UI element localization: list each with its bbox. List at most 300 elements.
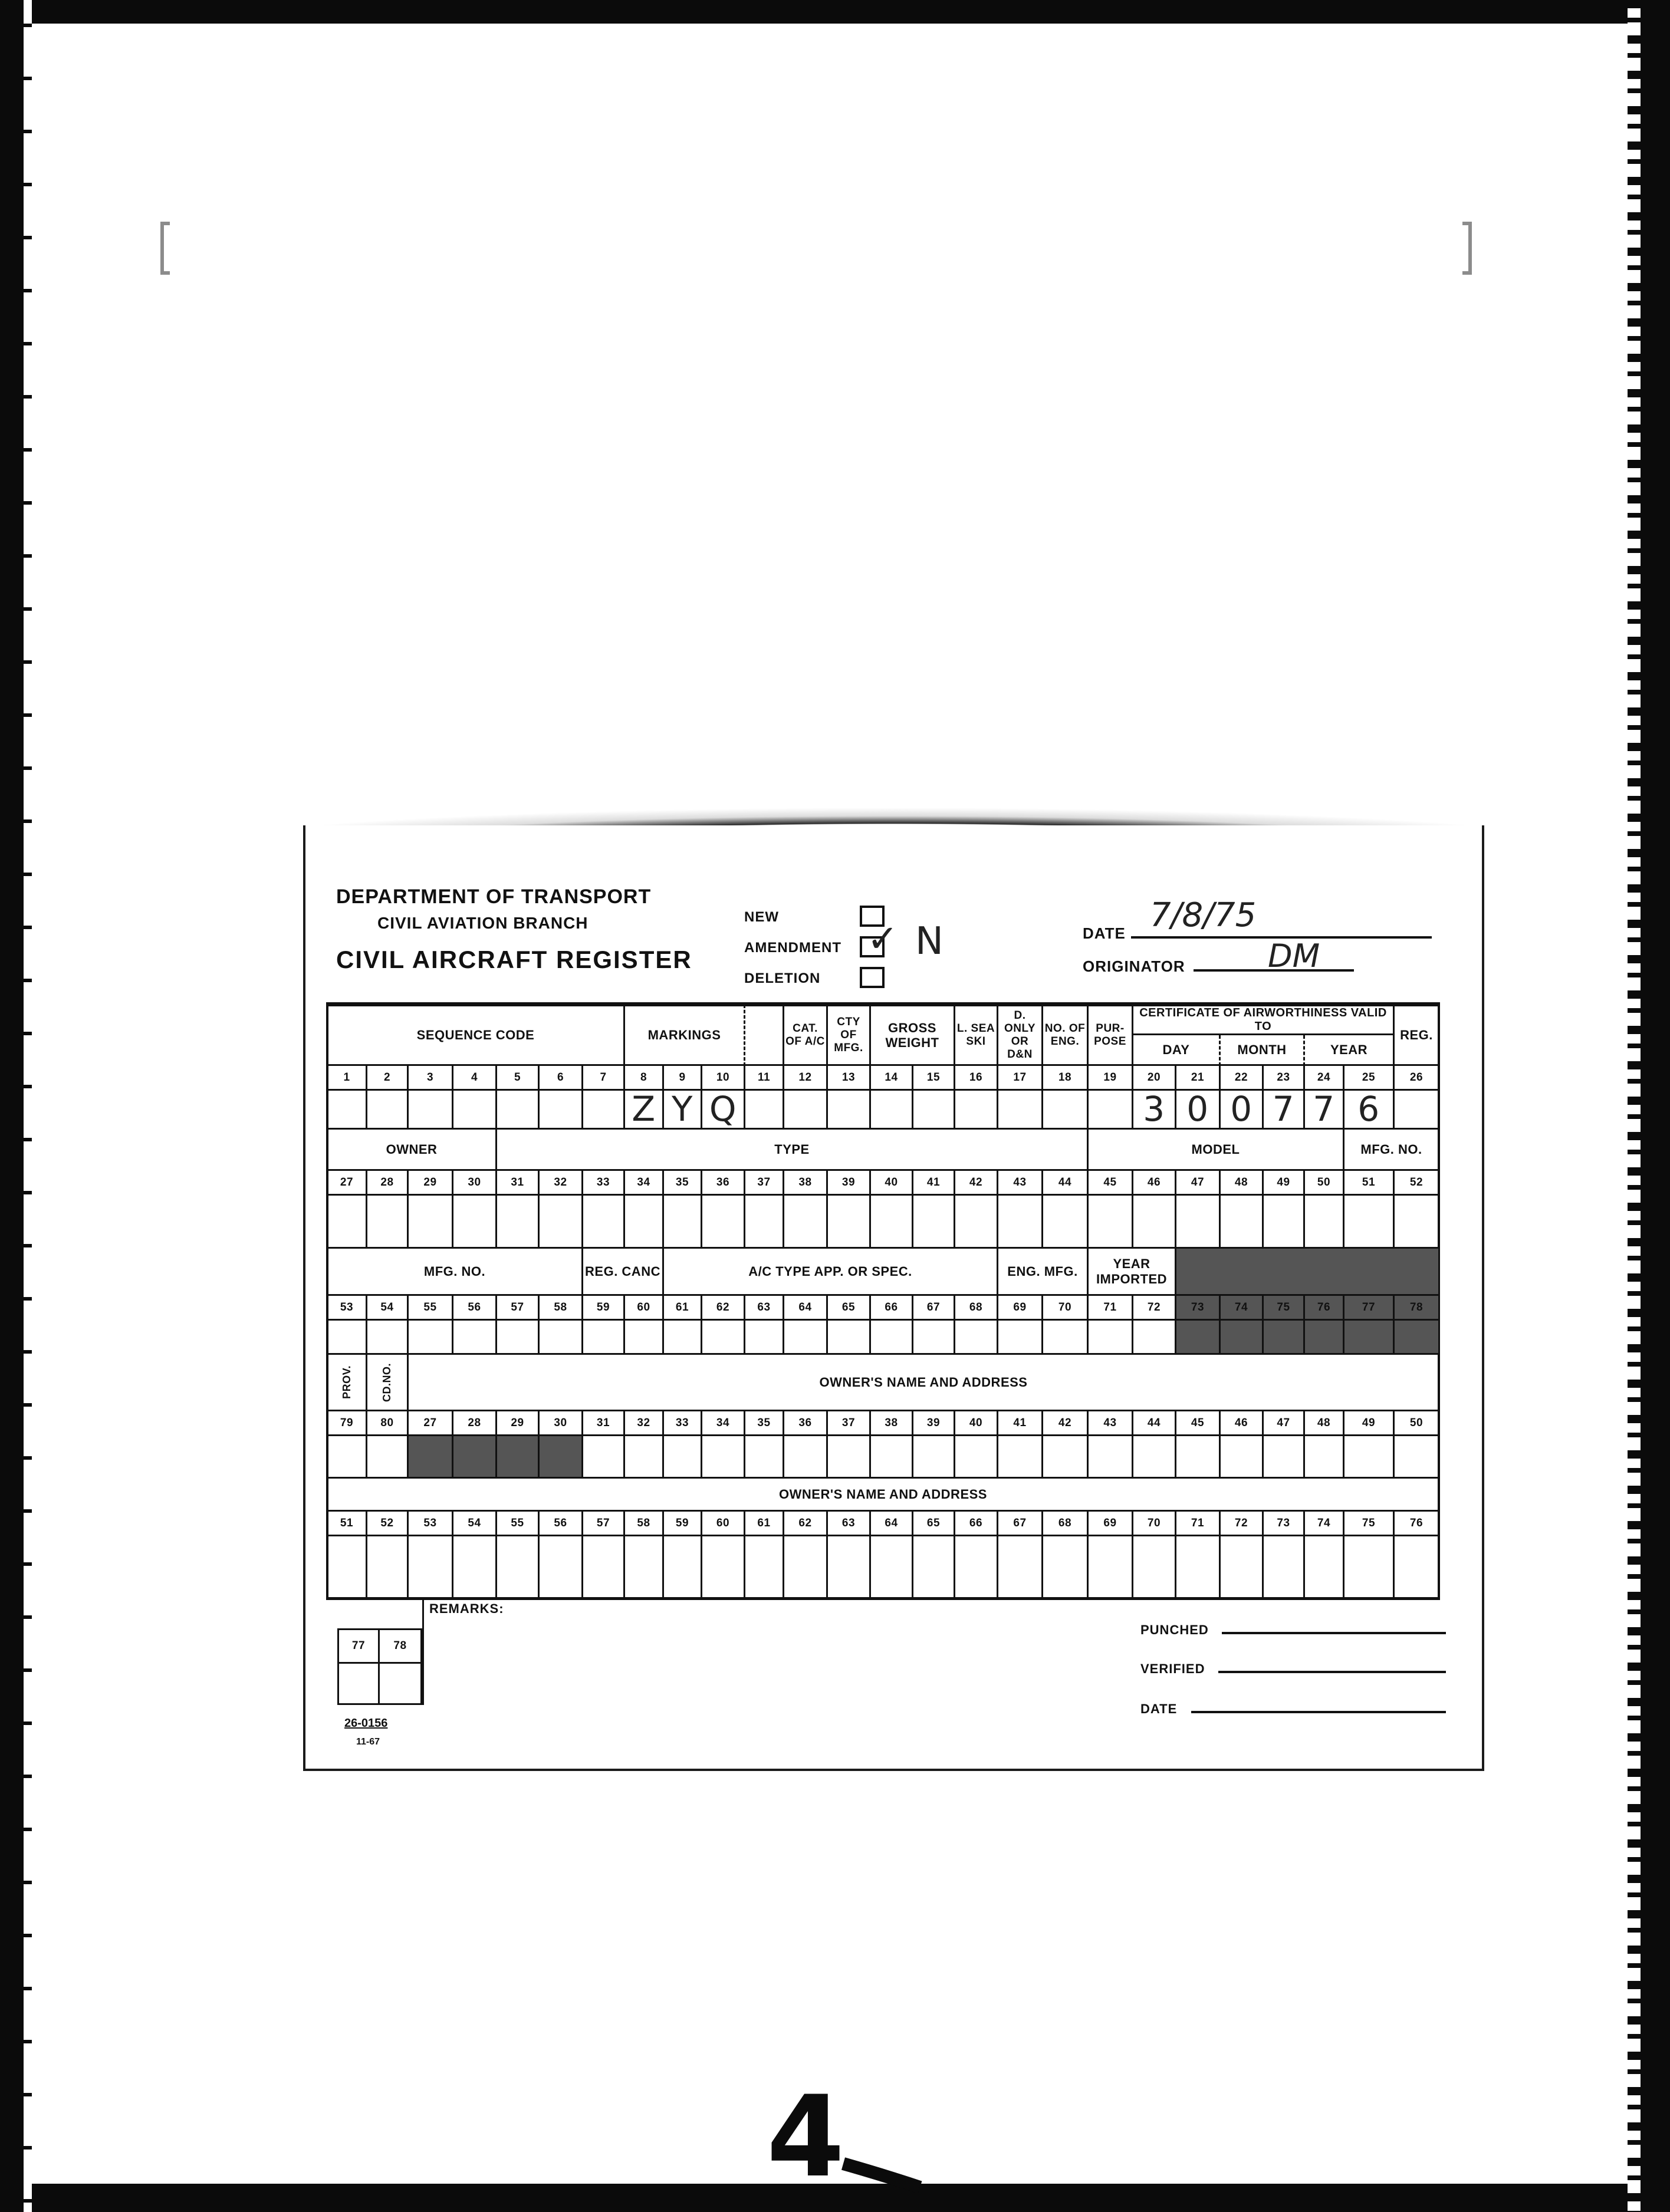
hdr-no-eng: NO. OF ENG.	[1043, 1005, 1089, 1066]
handwritten-page-mark	[755, 2075, 932, 2193]
row2-entry-15[interactable]	[913, 1196, 955, 1249]
row4-entry-26[interactable]	[1395, 1436, 1440, 1479]
remarks-label: REMARKS:	[429, 1601, 504, 1616]
row1-entry-24[interactable]	[1305, 1091, 1344, 1130]
row4-entry-10[interactable]	[702, 1436, 745, 1479]
hdr-prov	[326, 1355, 367, 1411]
row5-entry-19[interactable]	[1089, 1536, 1133, 1599]
row3-entry-25	[1344, 1321, 1395, 1355]
row5-num-6: 56	[540, 1512, 583, 1536]
row2-entry-23[interactable]	[1264, 1196, 1305, 1249]
row4-entry-12[interactable]	[784, 1436, 828, 1479]
row2-num-9: 35	[664, 1171, 702, 1196]
hdr-reg-canc: REG. CANC	[583, 1249, 664, 1296]
row3-entry-18[interactable]	[1043, 1321, 1089, 1355]
row1-num-9: 9	[664, 1066, 702, 1091]
department-title: DEPARTMENT OF TRANSPORT	[336, 886, 652, 908]
row4-entry-15[interactable]	[913, 1436, 955, 1479]
punched-label: PUNCHED	[1140, 1622, 1209, 1637]
row1-num-24: 24	[1305, 1066, 1344, 1091]
row3-entry-7[interactable]	[583, 1321, 625, 1355]
row4-num-19: 43	[1089, 1411, 1133, 1436]
scan-border-right-ragged	[1628, 0, 1641, 2212]
field-num-78: 78	[380, 1628, 422, 1664]
row2-entry-24[interactable]	[1305, 1196, 1344, 1249]
hdr-d-only: D. ONLY OR D&N	[998, 1005, 1043, 1066]
hdr-year: YEAR	[1305, 1035, 1395, 1066]
row4-entry-2[interactable]	[367, 1436, 409, 1479]
row2-entry-13[interactable]	[828, 1196, 871, 1249]
row3-num-13: 65	[828, 1296, 871, 1321]
row3-entry-22	[1221, 1321, 1264, 1355]
branch-title: CIVIL AVIATION BRANCH	[377, 914, 589, 932]
hdr-day: DAY	[1133, 1035, 1221, 1066]
row5-entry-24[interactable]	[1305, 1536, 1344, 1599]
row3-entry-19[interactable]	[1089, 1321, 1133, 1355]
row1-entry-16[interactable]	[955, 1091, 998, 1130]
row2-entry-2[interactable]	[367, 1196, 409, 1249]
row1-entry-6[interactable]	[540, 1091, 583, 1130]
row3-entry-6[interactable]	[540, 1321, 583, 1355]
row3-num-9: 61	[664, 1296, 702, 1321]
row5-num-21: 71	[1176, 1512, 1221, 1536]
remarks-divider	[422, 1600, 424, 1705]
row2-entry-9[interactable]	[664, 1196, 702, 1249]
row4-num-24: 48	[1305, 1411, 1344, 1436]
row2-entry-5[interactable]	[497, 1196, 540, 1249]
row4-num-17: 41	[998, 1411, 1043, 1436]
row4-num-4: 28	[453, 1411, 497, 1436]
row2-num-13: 39	[828, 1171, 871, 1196]
row1-entry-21[interactable]	[1176, 1091, 1221, 1130]
row3-entry-10[interactable]	[702, 1321, 745, 1355]
row2-entry-3[interactable]	[409, 1196, 453, 1249]
row2-num-6: 32	[540, 1171, 583, 1196]
row5-entry-4[interactable]	[453, 1536, 497, 1599]
row2-entry-10[interactable]	[702, 1196, 745, 1249]
hdr-prov-text: PROV.	[340, 1365, 353, 1399]
row2-entry-25[interactable]	[1344, 1196, 1395, 1249]
row1-entry-4[interactable]	[453, 1091, 497, 1130]
row1-num-21: 21	[1176, 1066, 1221, 1091]
shaded-block-row3	[1176, 1249, 1440, 1296]
row5-num-26: 76	[1395, 1512, 1440, 1536]
row1-entry-13[interactable]	[828, 1091, 871, 1130]
row3-num-8: 60	[625, 1296, 664, 1321]
row1-entry-5[interactable]	[497, 1091, 540, 1130]
row5-entry-12[interactable]	[784, 1536, 828, 1599]
row5-entry-16[interactable]	[955, 1536, 998, 1599]
row1-entry-20-text: 3	[1143, 1089, 1165, 1130]
row5-entry-20[interactable]	[1133, 1536, 1176, 1599]
row3-entry-20[interactable]	[1133, 1321, 1176, 1355]
row2-num-2: 28	[367, 1171, 409, 1196]
scan-border-left	[0, 0, 24, 2212]
row4-entry-19[interactable]	[1089, 1436, 1133, 1479]
row4-num-18: 42	[1043, 1411, 1089, 1436]
row5-entry-14[interactable]	[871, 1536, 913, 1599]
row4-entry-9[interactable]	[664, 1436, 702, 1479]
row2-entry-18[interactable]	[1043, 1196, 1089, 1249]
row2-num-1: 27	[326, 1171, 367, 1196]
row3-entry-14[interactable]	[871, 1321, 913, 1355]
row2-num-23: 49	[1264, 1171, 1305, 1196]
row3-entry-2[interactable]	[367, 1321, 409, 1355]
row5-entry-26[interactable]	[1395, 1536, 1440, 1599]
row4-num-16: 40	[955, 1411, 998, 1436]
row3-entry-15[interactable]	[913, 1321, 955, 1355]
row2-num-5: 31	[497, 1171, 540, 1196]
row5-entry-23[interactable]	[1264, 1536, 1305, 1599]
row5-entry-11[interactable]	[745, 1536, 784, 1599]
punched-line[interactable]	[1222, 1632, 1446, 1634]
date-value: 7/8/75	[1150, 896, 1257, 934]
row5-num-4: 54	[453, 1512, 497, 1536]
row2-num-26: 52	[1395, 1171, 1440, 1196]
row4-num-6: 30	[540, 1411, 583, 1436]
row4-entry-4	[453, 1436, 497, 1479]
deletion-checkbox[interactable]	[860, 967, 885, 988]
row3-num-22: 74	[1221, 1296, 1264, 1321]
row5-entry-1[interactable]	[326, 1536, 367, 1599]
row4-num-21: 45	[1176, 1411, 1221, 1436]
hdr-markings: MARKINGS	[625, 1005, 745, 1066]
row3-num-15: 67	[913, 1296, 955, 1321]
row5-num-24: 74	[1305, 1512, 1344, 1536]
row3-entry-11[interactable]	[745, 1321, 784, 1355]
row5-num-1: 51	[326, 1512, 367, 1536]
row5-num-22: 72	[1221, 1512, 1264, 1536]
row2-entry-16[interactable]	[955, 1196, 998, 1249]
row5-entry-5[interactable]	[497, 1536, 540, 1599]
field-77-entry[interactable]	[337, 1664, 380, 1705]
amendment-check-mark: ✓	[867, 917, 899, 961]
hdr-cd-no	[367, 1355, 409, 1411]
row5-entry-3[interactable]	[409, 1536, 453, 1599]
row4-num-20: 44	[1133, 1411, 1176, 1436]
row5-entry-13[interactable]	[828, 1536, 871, 1599]
verified-label: VERIFIED	[1140, 1661, 1205, 1676]
row4-num-26: 50	[1395, 1411, 1440, 1436]
form-number: 26-0156	[344, 1717, 388, 1730]
row1-entry-23-text: 7	[1272, 1089, 1295, 1130]
row2-num-11: 37	[745, 1171, 784, 1196]
row5-entry-21[interactable]	[1176, 1536, 1221, 1599]
row2-num-14: 40	[871, 1171, 913, 1196]
row3-entry-5[interactable]	[497, 1321, 540, 1355]
row1-num-7: 7	[583, 1066, 625, 1091]
row3-num-24: 76	[1305, 1296, 1344, 1321]
row4-num-1: 79	[326, 1411, 367, 1436]
row4-entry-20[interactable]	[1133, 1436, 1176, 1479]
amendment-label: AMENDMENT	[744, 940, 841, 956]
row1-num-23: 23	[1264, 1066, 1305, 1091]
row1-entry-23[interactable]	[1264, 1091, 1305, 1130]
row3-entry-4[interactable]	[453, 1321, 497, 1355]
row1-num-15: 15	[913, 1066, 955, 1091]
row2-entry-17[interactable]	[998, 1196, 1043, 1249]
row5-entry-22[interactable]	[1221, 1536, 1264, 1599]
new-label: NEW	[744, 909, 779, 925]
hdr-gross-weight: GROSS WEIGHT	[871, 1005, 955, 1066]
row4-num-10: 34	[702, 1411, 745, 1436]
row1-num-22: 22	[1221, 1066, 1264, 1091]
crop-mark-left	[160, 222, 170, 275]
row5-num-25: 75	[1344, 1512, 1395, 1536]
hdr-ac-type: A/C TYPE APP. OR SPEC.	[664, 1249, 998, 1296]
row3-entry-12[interactable]	[784, 1321, 828, 1355]
row4-entry-1[interactable]	[326, 1436, 367, 1479]
row4-entry-6	[540, 1436, 583, 1479]
row4-entry-8[interactable]	[625, 1436, 664, 1479]
scan-border-left-ragged	[24, 0, 32, 2212]
row3-num-19: 71	[1089, 1296, 1133, 1321]
row5-num-8: 58	[625, 1512, 664, 1536]
row1-num-12: 12	[784, 1066, 828, 1091]
hdr-owner-name-2: OWNER'S NAME AND ADDRESS	[326, 1479, 1440, 1512]
row1-entry-26[interactable]	[1395, 1091, 1440, 1130]
row5-entry-25[interactable]	[1344, 1536, 1395, 1599]
hdr-purpose: PUR- POSE	[1089, 1005, 1133, 1066]
row5-entry-15[interactable]	[913, 1536, 955, 1599]
row1-entry-8-text: Z	[632, 1089, 656, 1130]
row5-num-23: 73	[1264, 1512, 1305, 1536]
row4-num-13: 37	[828, 1411, 871, 1436]
row3-num-7: 59	[583, 1296, 625, 1321]
hdr-reg: REG.	[1395, 1005, 1440, 1066]
row3-entry-1[interactable]	[326, 1321, 367, 1355]
row1-entry-10-text: Q	[709, 1089, 737, 1130]
row4-entry-16[interactable]	[955, 1436, 998, 1479]
row2-entry-4[interactable]	[453, 1196, 497, 1249]
scan-border-top	[0, 0, 1670, 24]
row4-entry-25[interactable]	[1344, 1436, 1395, 1479]
row4-entry-24[interactable]	[1305, 1436, 1344, 1479]
row1-entry-25-text: 6	[1357, 1089, 1380, 1130]
row5-num-9: 59	[664, 1512, 702, 1536]
hdr-cd-no-text: CD.NO.	[381, 1362, 393, 1402]
crop-mark-right	[1462, 222, 1472, 275]
hdr-cty: CTY OF MFG.	[828, 1005, 871, 1066]
row2-entry-11[interactable]	[745, 1196, 784, 1249]
register-title: CIVIL AIRCRAFT REGISTER	[336, 946, 692, 973]
row3-entry-16[interactable]	[955, 1321, 998, 1355]
row1-entry-12[interactable]	[784, 1091, 828, 1130]
row1-num-4: 4	[453, 1066, 497, 1091]
row3-num-11: 63	[745, 1296, 784, 1321]
row5-entry-7[interactable]	[583, 1536, 625, 1599]
row2-num-3: 29	[409, 1171, 453, 1196]
row2-num-19: 45	[1089, 1171, 1133, 1196]
footer-date-line[interactable]	[1191, 1711, 1446, 1713]
row1-entry-1[interactable]	[326, 1091, 367, 1130]
row2-entry-21[interactable]	[1176, 1196, 1221, 1249]
hdr-eng-mfg: ENG. MFG.	[998, 1249, 1089, 1296]
row4-entry-22[interactable]	[1221, 1436, 1264, 1479]
scan-border-right	[1641, 0, 1670, 2212]
row4-num-3: 27	[409, 1411, 453, 1436]
row5-num-17: 67	[998, 1512, 1043, 1536]
row1-entry-20[interactable]	[1133, 1091, 1176, 1130]
row5-entry-8[interactable]	[625, 1536, 664, 1599]
row3-num-25: 77	[1344, 1296, 1395, 1321]
row3-num-23: 75	[1264, 1296, 1305, 1321]
row4-entry-21[interactable]	[1176, 1436, 1221, 1479]
row4-entry-3	[409, 1436, 453, 1479]
hdr-mfg-no-2: MFG. NO.	[326, 1249, 583, 1296]
hdr-year-imported: YEAR IMPORTED	[1089, 1249, 1176, 1296]
row2-entry-19[interactable]	[1089, 1196, 1133, 1249]
field-num-77: 77	[337, 1628, 380, 1664]
row3-num-12: 64	[784, 1296, 828, 1321]
row3-entry-13[interactable]	[828, 1321, 871, 1355]
row1-entry-14[interactable]	[871, 1091, 913, 1130]
row1-num-20: 20	[1133, 1066, 1176, 1091]
row1-num-14: 14	[871, 1066, 913, 1091]
row2-entry-20[interactable]	[1133, 1196, 1176, 1249]
row1-num-8: 8	[625, 1066, 664, 1091]
row1-entry-22[interactable]	[1221, 1091, 1264, 1130]
row2-entry-26[interactable]	[1395, 1196, 1440, 1249]
row1-num-6: 6	[540, 1066, 583, 1091]
row2-num-15: 41	[913, 1171, 955, 1196]
row2-num-24: 50	[1305, 1171, 1344, 1196]
row3-entry-3[interactable]	[409, 1321, 453, 1355]
row2-entry-1[interactable]	[326, 1196, 367, 1249]
row1-entry-25[interactable]	[1344, 1091, 1395, 1130]
row2-num-10: 36	[702, 1171, 745, 1196]
hdr-mfg-no-1: MFG. NO.	[1344, 1130, 1440, 1171]
row3-entry-23	[1264, 1321, 1305, 1355]
row1-num-2: 2	[367, 1066, 409, 1091]
row2-num-7: 33	[583, 1171, 625, 1196]
row4-num-9: 33	[664, 1411, 702, 1436]
row1-entry-17[interactable]	[998, 1091, 1043, 1130]
row3-num-10: 62	[702, 1296, 745, 1321]
row4-entry-11[interactable]	[745, 1436, 784, 1479]
row5-num-2: 52	[367, 1512, 409, 1536]
row1-entry-18[interactable]	[1043, 1091, 1089, 1130]
row1-num-25: 25	[1344, 1066, 1395, 1091]
row1-entry-22-text: 0	[1230, 1089, 1252, 1130]
row1-num-11: 11	[745, 1066, 784, 1091]
row1-num-18: 18	[1043, 1066, 1089, 1091]
row1-entry-21-text: 0	[1186, 1089, 1209, 1130]
row1-entry-19[interactable]	[1089, 1091, 1133, 1130]
row1-num-19: 19	[1089, 1066, 1133, 1091]
hdr-owner: OWNER	[326, 1130, 497, 1171]
row5-entry-6[interactable]	[540, 1536, 583, 1599]
row5-entry-17[interactable]	[998, 1536, 1043, 1599]
row1-entry-10[interactable]	[702, 1091, 745, 1130]
row3-entry-17[interactable]	[998, 1321, 1043, 1355]
row5-entry-2[interactable]	[367, 1536, 409, 1599]
row1-entry-15[interactable]	[913, 1091, 955, 1130]
row3-entry-9[interactable]	[664, 1321, 702, 1355]
row5-num-5: 55	[497, 1512, 540, 1536]
row1-entry-11[interactable]	[745, 1091, 784, 1130]
row3-entry-8[interactable]	[625, 1321, 664, 1355]
row4-entry-18[interactable]	[1043, 1436, 1089, 1479]
hdr-model: MODEL	[1089, 1130, 1344, 1171]
row2-entry-22[interactable]	[1221, 1196, 1264, 1249]
row2-entry-7[interactable]	[583, 1196, 625, 1249]
row4-entry-14[interactable]	[871, 1436, 913, 1479]
row1-entry-3[interactable]	[409, 1091, 453, 1130]
row5-entry-10[interactable]	[702, 1536, 745, 1599]
row5-num-19: 69	[1089, 1512, 1133, 1536]
row5-num-15: 65	[913, 1512, 955, 1536]
hdr-month: MONTH	[1221, 1035, 1305, 1066]
row2-num-20: 46	[1133, 1171, 1176, 1196]
row5-num-7: 57	[583, 1512, 625, 1536]
row2-num-21: 47	[1176, 1171, 1221, 1196]
row2-num-17: 43	[998, 1171, 1043, 1196]
row3-num-21: 73	[1176, 1296, 1221, 1321]
row2-entry-12[interactable]	[784, 1196, 828, 1249]
row2-num-18: 44	[1043, 1171, 1089, 1196]
row1-num-16: 16	[955, 1066, 998, 1091]
row5-num-10: 60	[702, 1512, 745, 1536]
amendment-note: N	[915, 920, 944, 963]
row5-num-11: 61	[745, 1512, 784, 1536]
hdr-blank-11	[745, 1005, 784, 1066]
row4-num-22: 46	[1221, 1411, 1264, 1436]
form-revision-date: 11-67	[356, 1737, 380, 1747]
row1-entry-8[interactable]	[625, 1091, 664, 1130]
row5-entry-18[interactable]	[1043, 1536, 1089, 1599]
row4-entry-23[interactable]	[1264, 1436, 1305, 1479]
row5-num-3: 53	[409, 1512, 453, 1536]
row2-entry-6[interactable]	[540, 1196, 583, 1249]
hdr-owner-name-1: OWNER'S NAME AND ADDRESS	[409, 1355, 1440, 1411]
row1-entry-2[interactable]	[367, 1091, 409, 1130]
row4-entry-13[interactable]	[828, 1436, 871, 1479]
row4-entry-7[interactable]	[583, 1436, 625, 1479]
row3-num-20: 72	[1133, 1296, 1176, 1321]
field-78-entry[interactable]	[380, 1664, 422, 1705]
originator-label: ORIGINATOR	[1083, 957, 1185, 975]
row3-entry-24	[1305, 1321, 1344, 1355]
row2-entry-14[interactable]	[871, 1196, 913, 1249]
row5-num-16: 66	[955, 1512, 998, 1536]
row4-entry-17[interactable]	[998, 1436, 1043, 1479]
date-label: DATE	[1083, 924, 1126, 942]
row1-num-13: 13	[828, 1066, 871, 1091]
row1-entry-7[interactable]	[583, 1091, 625, 1130]
row2-num-12: 38	[784, 1171, 828, 1196]
verified-line[interactable]	[1218, 1671, 1446, 1673]
row4-entry-5	[497, 1436, 540, 1479]
row1-entry-9[interactable]	[664, 1091, 702, 1130]
row1-entry-24-text: 7	[1313, 1089, 1335, 1130]
row3-num-2: 54	[367, 1296, 409, 1321]
row1-entry-9-text: Y	[672, 1089, 693, 1130]
row2-entry-8[interactable]	[625, 1196, 664, 1249]
row5-num-20: 70	[1133, 1512, 1176, 1536]
row2-num-16: 42	[955, 1171, 998, 1196]
row3-num-1: 53	[326, 1296, 367, 1321]
row3-num-16: 68	[955, 1296, 998, 1321]
row4-num-25: 49	[1344, 1411, 1395, 1436]
row5-entry-9[interactable]	[664, 1536, 702, 1599]
row5-num-18: 68	[1043, 1512, 1089, 1536]
page-mark-glyph: 4	[767, 2075, 845, 2193]
row4-num-8: 32	[625, 1411, 664, 1436]
row3-num-14: 66	[871, 1296, 913, 1321]
row2-num-4: 30	[453, 1171, 497, 1196]
row4-num-11: 35	[745, 1411, 784, 1436]
